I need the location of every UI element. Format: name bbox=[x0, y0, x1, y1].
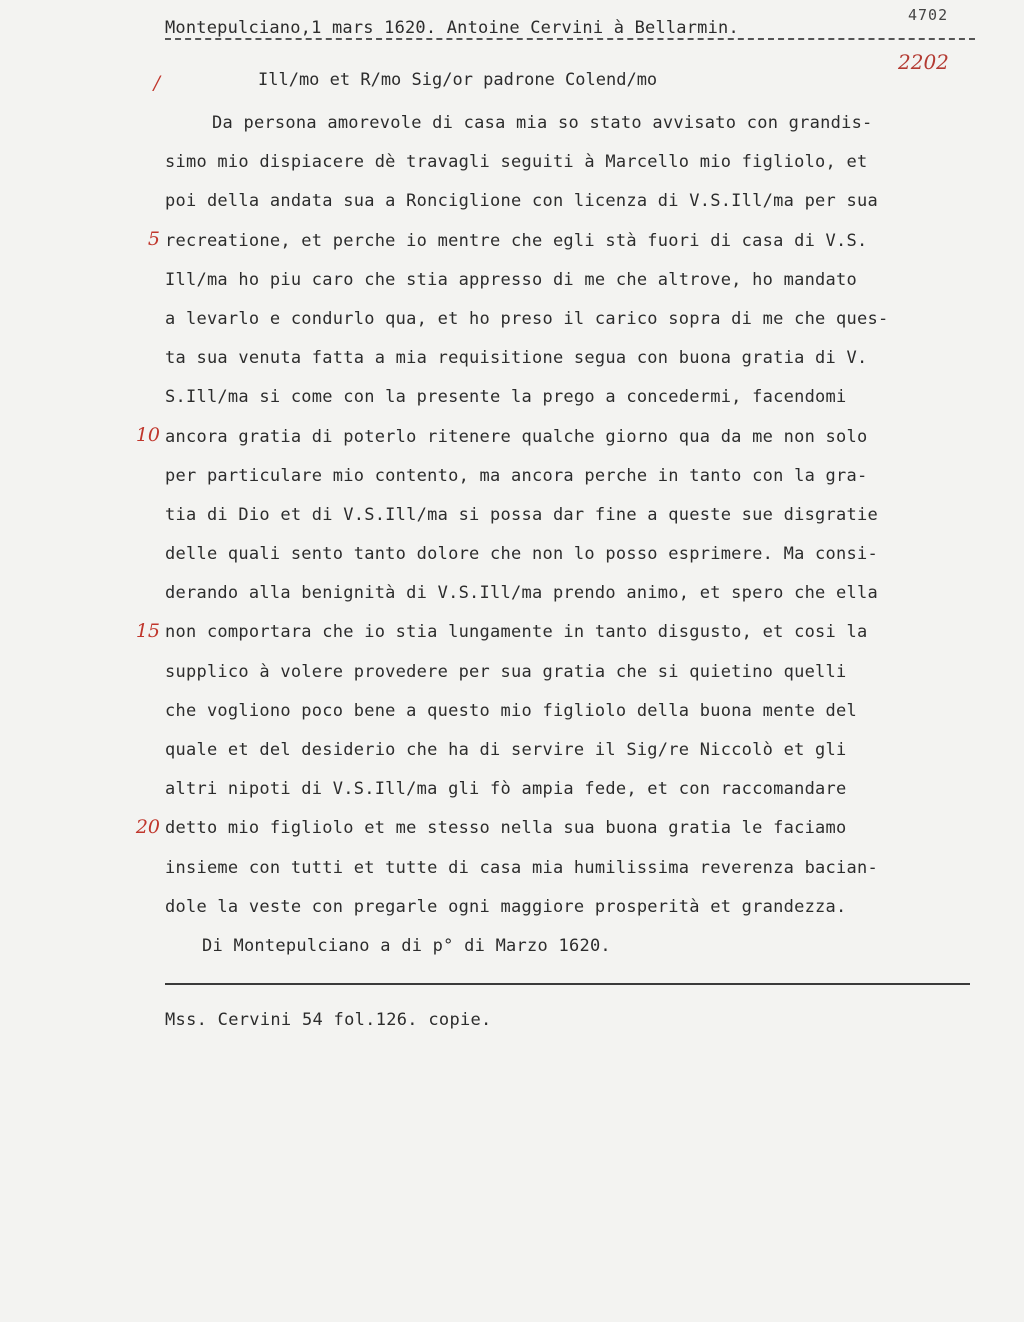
line-marker-20: 20 bbox=[135, 816, 160, 838]
body-line: Ill/ma ho piu caro che stia appresso di me che altrove, ho mandato bbox=[165, 269, 858, 290]
body-line: ta sua venuta fatta a mia requisitione segua con buona gratia di V. bbox=[165, 348, 868, 369]
body-line: ancora gratia di poterlo ritenere qualche giorno qua da me non solo bbox=[165, 426, 868, 447]
body-line: poi della andata sua a Ronciglione con licenza di V.S.Ill/ma per sua bbox=[165, 191, 878, 212]
body-line: Da persona amorevole di casa mia so stato avvisato con grandis- bbox=[212, 113, 873, 133]
title-underline bbox=[165, 38, 975, 40]
line-marker-15: 15 bbox=[135, 620, 160, 642]
separator-rule bbox=[165, 983, 970, 985]
letter-body bbox=[165, 108, 1015, 970]
body-line: che vogliono poco bene a questo mio figliolo della buona mente del bbox=[165, 700, 858, 721]
body-line: S.Ill/ma si come con la presente la prego a concedermi, facendomi bbox=[165, 387, 847, 408]
body-line: supplico à volere provedere per sua gratia che si quietino quelli bbox=[165, 661, 847, 682]
body-line: derando alla benignità di V.S.Ill/ma prendo animo, et spero che ella bbox=[165, 583, 878, 604]
body-line: tia di Dio et di V.S.Ill/ma si possa dar fine a queste sue disgratie bbox=[165, 504, 878, 525]
body-line: recreatione, et perche io mentre che egli stà fuori di casa di V.S. bbox=[165, 230, 868, 251]
body-line: insieme con tutti et tutte di casa mia humilissima reverenza bacian- bbox=[165, 857, 878, 878]
body-line: simo mio dispiacere dè travagli seguiti à Marcello mio figliolo, et bbox=[165, 152, 868, 173]
line-marker-10: 10 bbox=[135, 424, 160, 446]
archive-number: 4702 bbox=[908, 6, 949, 24]
body-line: non comportara che io stia lungamente in tanto disgusto, et cosi la bbox=[165, 622, 868, 643]
body-line: per particulare mio contento, ma ancora perche in tanto con la gra- bbox=[165, 465, 868, 486]
date-line: Di Montepulciano a di p° di Marzo 1620. bbox=[202, 935, 611, 956]
line-marker-5: 5 bbox=[147, 228, 160, 250]
body-line: quale et del desiderio che ha di servire il Sig/re Niccolò et gli bbox=[165, 740, 847, 760]
document-title: Montepulciano,1 mars 1620. Antoine Cervini à Bellarmin. bbox=[165, 18, 739, 38]
source-reference: Mss. Cervini 54 fol.126. copie. bbox=[165, 1010, 492, 1030]
body-line: dole la veste con pregarle ogni maggiore prosperità et grandezza. bbox=[165, 896, 847, 917]
body-line: delle quali sento tanto dolore che non lo posso esprimere. Ma consi- bbox=[165, 544, 878, 565]
body-line: altri nipoti di V.S.Ill/ma gli fò ampia fede, et con raccomandare bbox=[165, 779, 847, 800]
handwritten-number: 2202 bbox=[898, 50, 949, 74]
line-marker-1: / bbox=[153, 72, 160, 94]
salutation: Ill/mo et R/mo Sig/or padrone Colend/mo bbox=[258, 70, 658, 90]
body-line: a levarlo e condurlo qua, et ho preso il carico sopra di me che ques- bbox=[165, 308, 889, 329]
body-line: detto mio figliolo et me stesso nella sua buona gratia le faciamo bbox=[165, 818, 847, 839]
